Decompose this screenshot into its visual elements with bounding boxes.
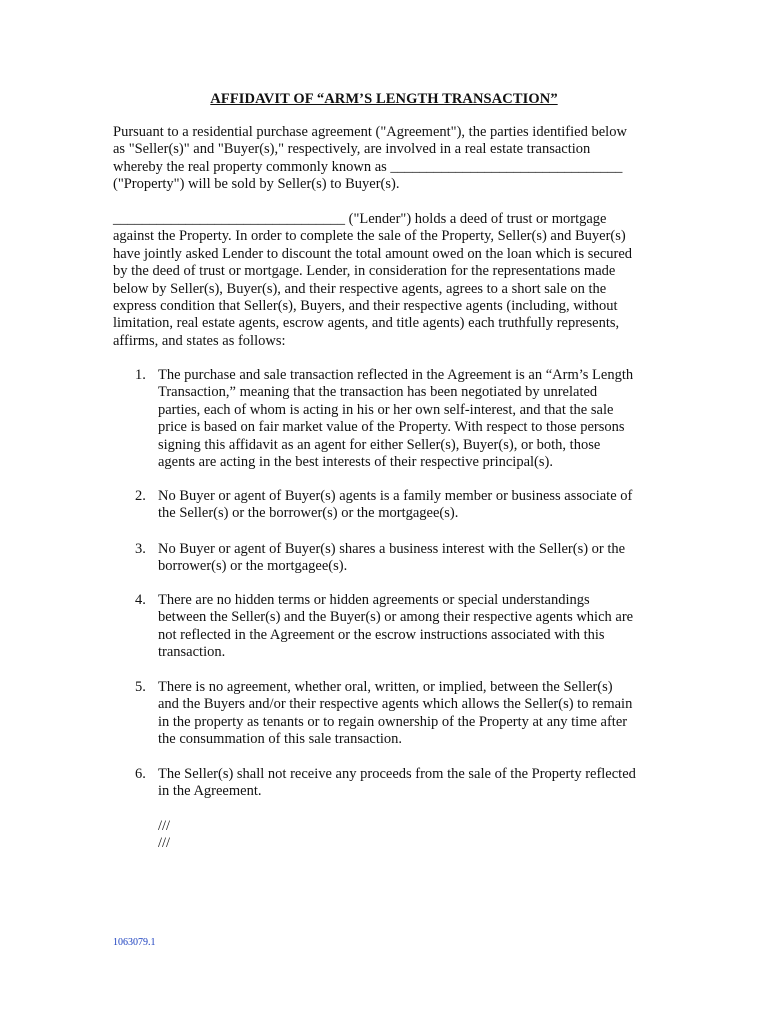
item-text	[158, 592, 633, 662]
text-line: Transaction,” meaning that the transaction has been negotiated by unrelated	[158, 384, 598, 401]
text-line: by the deed of trust or mortgage. Lender, in consideration for the representations made	[113, 263, 616, 280]
text-line: the Seller(s) or the borrower(s) or the mortgagee(s).	[158, 505, 459, 522]
text-line: limitation, real estate agents, escrow agents, and title agents) each truthfully represents,	[113, 315, 620, 332]
text-line: whereby the real property commonly known as ________________________________	[113, 158, 623, 175]
text-line: price is based on fair market value of the Property. With respect to those persons	[158, 419, 625, 436]
continuation-marks	[158, 818, 170, 853]
item-text	[158, 766, 636, 801]
text-line: Pursuant to a residential purchase agreement ("Agreement"), the parties identified below	[113, 124, 627, 140]
text-line: in the Agreement.	[158, 783, 262, 800]
text-line: There are no hidden terms or hidden agreements or special understandings	[158, 592, 590, 608]
text-line: parties, each of whom is acting in his or her own self-interest, and that the sale	[158, 401, 614, 418]
text-line: affirms, and states as follows:	[113, 332, 286, 349]
text-line: transaction.	[158, 644, 226, 661]
text-line: No Buyer or agent of Buyer(s) shares a business interest with the Seller(s) or the	[158, 541, 626, 557]
item-text	[158, 679, 632, 749]
item-number: 5.	[135, 679, 146, 695]
document-title: AFFIDAVIT OF “ARM’S LENGTH TRANSACTION”	[210, 91, 558, 107]
text-line: agents are acting in the best interests of their respective principal(s).	[158, 454, 553, 471]
text-line: The Seller(s) shall not receive any proceeds from the sale of the Property reflected	[158, 766, 636, 782]
continuation-mark: ///	[158, 818, 171, 834]
text-line: The purchase and sale transaction reflected in the Agreement is an “Arm’s Length	[158, 367, 634, 383]
text-line: between the Seller(s) and the Buyer(s) or among their respective agents which are	[158, 609, 634, 626]
text-line: No Buyer or agent of Buyer(s) agents is a family member or business associate of	[158, 488, 633, 504]
text-line: borrower(s) or the mortgagee(s).	[158, 558, 348, 575]
text-line: the consummation of this sale transaction.	[158, 731, 403, 748]
item-number: 2.	[135, 488, 146, 504]
text-line: not reflected in the Agreement or the escrow instructions associated with this	[158, 626, 605, 643]
text-line: as "Seller(s)" and "Buyer(s)," respectively, are involved in a real estate transaction	[113, 141, 591, 158]
text-line: against the Property. In order to complete the sale of the Property, Seller(s) and Buyer(s)	[113, 228, 626, 245]
item-text	[158, 541, 625, 576]
text-line: There is no agreement, whether oral, written, or implied, between the Seller(s)	[158, 679, 613, 695]
item-number: 6.	[135, 766, 146, 782]
text-line: ("Property") will be sold by Seller(s) to Buyer(s).	[113, 176, 400, 193]
text-line: have jointly asked Lender to discount the total amount owed on the loan which is secured	[113, 245, 633, 262]
item-number: 1.	[135, 367, 146, 383]
intro-paragraph	[113, 124, 658, 194]
text-line: signing this affidavit as an agent for either Seller(s), Buyer(s), or both, those	[158, 436, 601, 453]
text-line: and the Buyers and/or their respective agents which allows the Seller(s) to remain	[158, 696, 633, 713]
item-number: 3.	[135, 541, 146, 557]
lender-paragraph	[113, 211, 658, 350]
text-line: in the property as tenants or to regain ownership of the Property at any time after	[158, 713, 628, 730]
item-number: 4.	[135, 592, 146, 608]
item-text	[158, 488, 632, 523]
text-line: below by Seller(s), Buyer(s), and their respective agents, agrees to a short sale on the	[113, 280, 607, 297]
continuation-mark: ///	[158, 835, 171, 852]
text-line: express condition that Seller(s), Buyers, and their respective agents (including, without	[113, 298, 618, 315]
item-text	[158, 367, 633, 471]
document-id: 1063079.1	[113, 937, 156, 948]
text-line: ________________________________ ("Lender") holds a deed of trust or mortgage	[113, 211, 607, 227]
